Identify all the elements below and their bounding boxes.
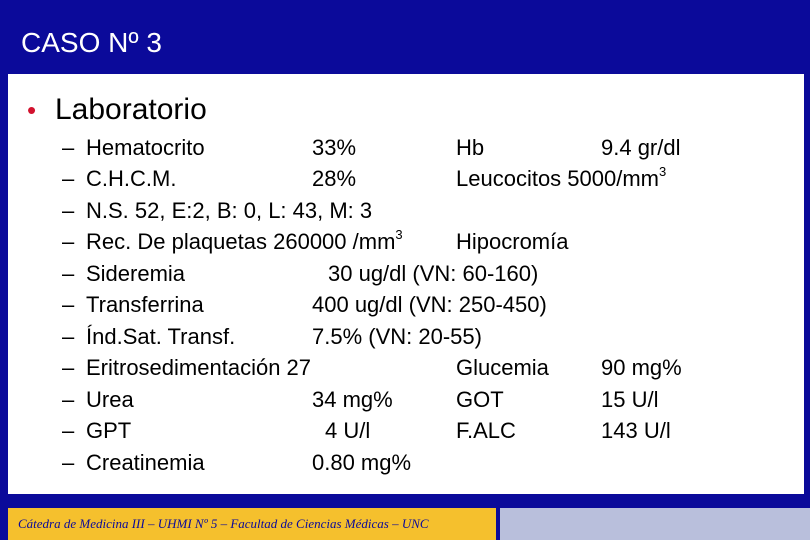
lab-name-2: Glucemia bbox=[456, 355, 549, 380]
lab-value: 0.80 mg% bbox=[312, 450, 412, 475]
lab-value-2: 15 U/l bbox=[601, 387, 659, 412]
plaquetas-text: Rec. De plaquetas 260000 /mm bbox=[86, 229, 396, 254]
dash-marker: – bbox=[62, 387, 75, 412]
superscript: 3 bbox=[395, 226, 403, 242]
lab-name: C.H.C.M. bbox=[86, 166, 177, 191]
lab-name-2: GOT bbox=[456, 387, 504, 412]
lab-name-2: Hipocromía bbox=[456, 229, 569, 254]
lab-name: N.S. 52, E:2, B: 0, L: 43, M: 3 bbox=[86, 198, 373, 223]
lab-name-2: F.ALC bbox=[456, 418, 516, 443]
lab-value: 400 ug/dl (VN: 250-450) bbox=[312, 292, 547, 317]
lab-row-ist bbox=[0, 321, 810, 352]
lab-name: Hematocrito bbox=[86, 135, 205, 160]
lab-value: 7.5% (VN: 20-55) bbox=[312, 324, 482, 349]
dash-marker: – bbox=[62, 261, 75, 286]
dash-marker: – bbox=[62, 324, 75, 349]
dash-marker: – bbox=[62, 450, 75, 475]
dash-marker: – bbox=[62, 198, 75, 223]
lab-row-plaquetas bbox=[0, 226, 810, 257]
superscript: 3 bbox=[659, 163, 667, 179]
lab-value-2: 90 mg% bbox=[601, 355, 682, 380]
lab-name: Índ.Sat. Transf. bbox=[86, 324, 236, 349]
lab-name bbox=[86, 226, 403, 257]
lab-name: Creatinemia bbox=[86, 450, 205, 475]
lab-row-ns bbox=[0, 195, 810, 226]
footer-text: Cátedra de Medicina III – UHMI Nº 5 – Facultad de Ciencias Médicas – UNC bbox=[18, 516, 429, 531]
lab-row-creatinemia bbox=[0, 447, 810, 478]
dash-marker: – bbox=[62, 418, 75, 443]
lab-row-vsg bbox=[0, 352, 810, 383]
dash-marker: – bbox=[62, 229, 75, 254]
bullet-icon: • bbox=[27, 95, 37, 125]
dash-marker: – bbox=[62, 166, 75, 191]
lab-name: Transferrina bbox=[86, 292, 204, 317]
lab-value: 33% bbox=[312, 135, 357, 160]
leucocitos-text: Leucocitos 5000/mm bbox=[456, 166, 659, 191]
lab-value-2: 143 U/l bbox=[601, 418, 671, 443]
lab-name: Urea bbox=[86, 387, 134, 412]
lab-row-transferrina bbox=[0, 289, 810, 320]
lab-row-gpt bbox=[0, 415, 810, 446]
slide-title: CASO Nº 3 bbox=[21, 27, 162, 58]
footer-right-panel bbox=[500, 508, 810, 540]
title-bar bbox=[0, 0, 810, 74]
lab-value: 28% bbox=[312, 166, 357, 191]
dash-marker: – bbox=[62, 135, 75, 160]
lab-name-2: Hb bbox=[456, 135, 485, 160]
lab-row-chcm bbox=[0, 163, 810, 194]
section-heading: Laboratorio bbox=[55, 93, 207, 126]
lab-value: 4 U/l bbox=[325, 418, 371, 443]
lab-row-urea bbox=[0, 384, 810, 415]
dash-marker: – bbox=[62, 355, 75, 380]
lab-row-hematocrito bbox=[0, 132, 810, 163]
lab-value: 34 mg% bbox=[312, 387, 393, 412]
lab-name: Sideremia bbox=[86, 261, 186, 286]
dash-marker: – bbox=[62, 292, 75, 317]
lab-name-2 bbox=[456, 163, 666, 194]
lab-name: Eritrosedimentación 27 bbox=[86, 355, 312, 380]
lab-value: 30 ug/dl (VN: 60-160) bbox=[328, 261, 539, 286]
lab-row-sideremia bbox=[0, 258, 810, 289]
lab-value-2: 9.4 gr/dl bbox=[601, 135, 681, 160]
lab-name: GPT bbox=[86, 418, 132, 443]
